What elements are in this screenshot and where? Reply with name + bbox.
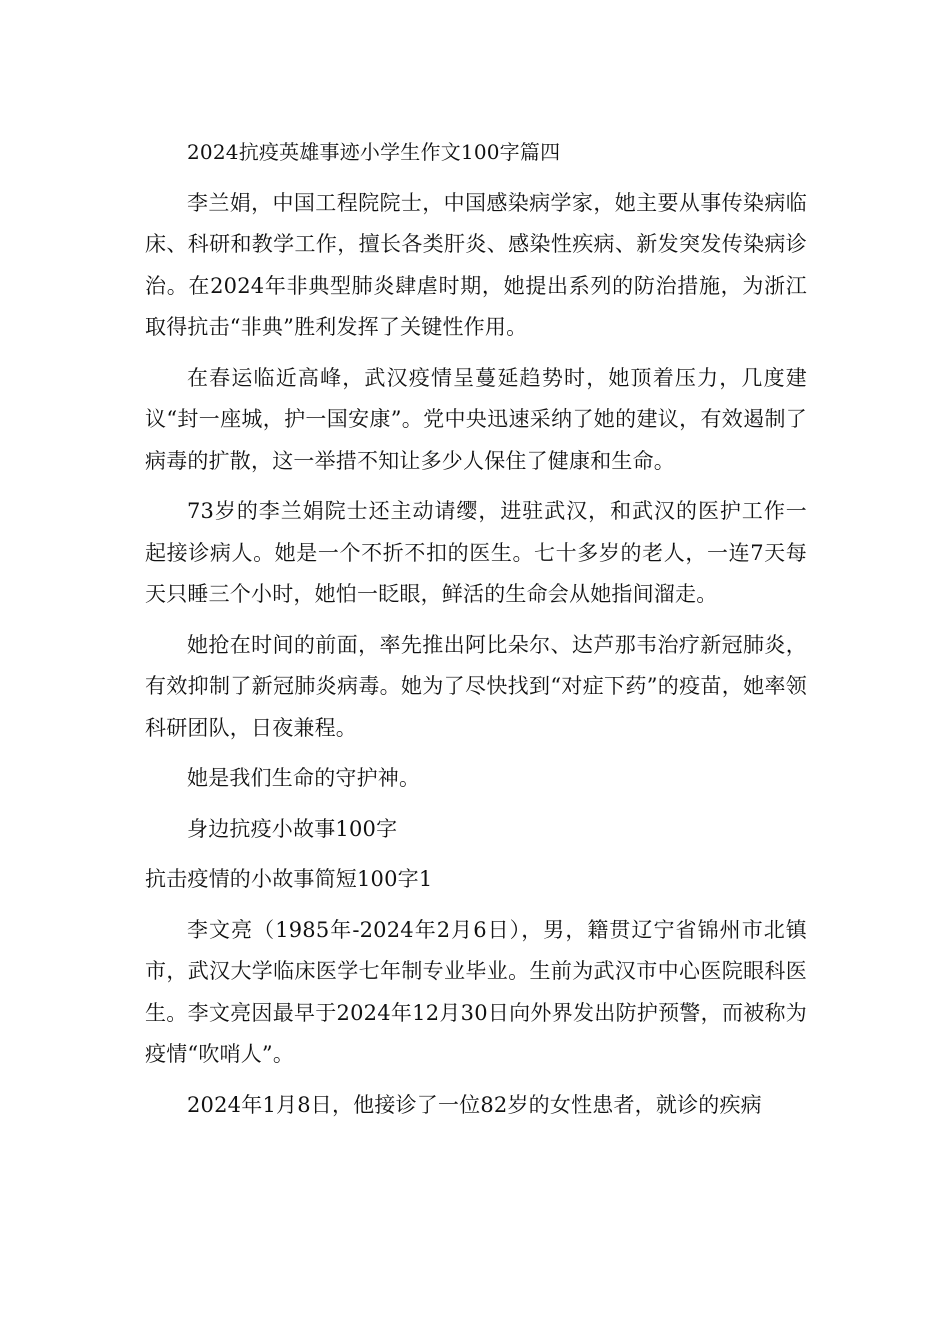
document-page	[145, 132, 807, 1135]
paragraph: 李兰娟，中国工程院院士，中国感染病学家，她主要从事传染病临床、科研和教学工作，擅长各类肝炎、感染性疾病、新发突发传染病诊治。在2024年非典型肺炎肆虐时期，她提出系列的防治措施，为浙江取得抗击“非典”胜利发挥了关键性作用。	[145, 190, 807, 339]
paragraph: 73岁的李兰娟院士还主动请缨，进驻武汉，和武汉的医护工作一起接诊病人。她是一个不折不扣的医生。七十多岁的老人，一连7天每天只睡三个小时，她怕一眨眼，鲜活的生命会从她指间溜走。	[145, 499, 807, 606]
subheading: 抗击疫情的小故事简短100字1	[145, 867, 433, 891]
paragraph: 在春运临近高峰，武汉疫情呈蔓延趋势时，她顶着压力，几度建议“封一座城，护一国安康”。党中央迅速采纳了她的建议，有效遏制了病毒的扩散，这一举措不知让多少人保住了健康和生命。	[145, 365, 807, 473]
paragraph: 李文亮（1985年-2024年2月6日），男，籍贯辽宁省锦州市北镇市，武汉大学临床医学七年制专业毕业。生前为武汉市中心医院眼科医生。李文亮因最早于2024年12月30日向外界发出防护预警，而被称为疫情“吹哨人”。	[145, 917, 807, 1066]
paragraph: 她是我们生命的守护神。	[187, 766, 421, 790]
section-title: 2024抗疫英雄事迹小学生作文100字篇四	[187, 140, 561, 164]
subheading: 身边抗疫小故事100字	[187, 816, 398, 841]
paragraph: 她抢在时间的前面，率先推出阿比朵尔、达芦那韦治疗新冠肺炎，有效抑制了新冠肺炎病毒。她为了尽快找到“对症下药”的疫苗，她率领科研团队，日夜兼程。	[145, 632, 807, 740]
paragraph: 2024年1月8日，他接诊了一位82岁的女性患者，就诊的疾病	[187, 1092, 762, 1117]
